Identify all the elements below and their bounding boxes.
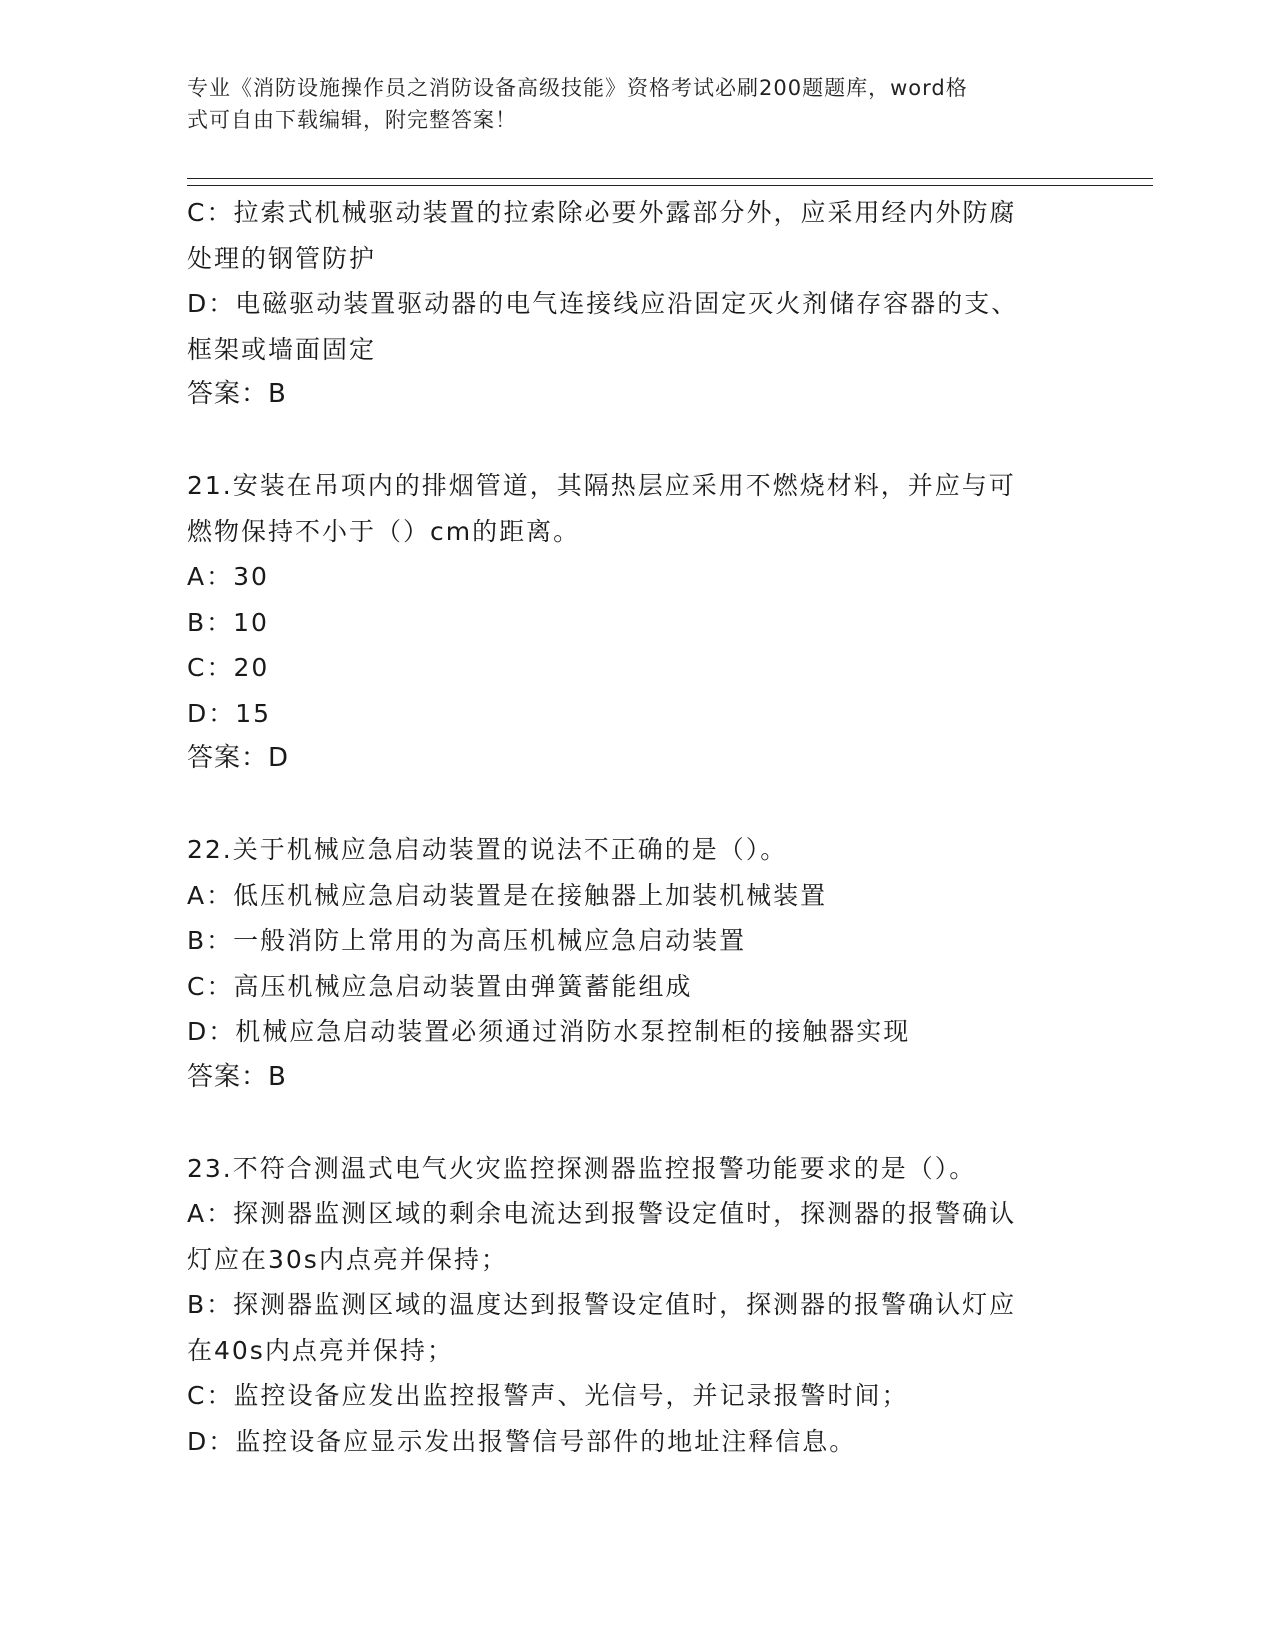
answer: 答案：D [187, 743, 290, 773]
question-stem: 23.不符合测温式电气火灾监控探测器监控报警功能要求的是（）。 [187, 1153, 977, 1183]
spacer [187, 782, 1087, 828]
question-stem: 22.关于机械应急启动装置的说法不正确的是（）。 [187, 835, 788, 864]
spacer [187, 1100, 1087, 1146]
option-d: D：电磁驱动装置驱动器的电气连接线应沿固定灭火剂储存容器的支、 [187, 289, 1019, 318]
question-stem: 21.安装在吊项内的排烟管道，其隔热层应采用不燃烧材料，并应与可 [187, 471, 1016, 500]
option-d: D：15 [187, 698, 272, 728]
option-d: D：监控设备应显示发出报警信号部件的地址注释信息。 [187, 1426, 857, 1456]
answer: 答案：B [187, 379, 287, 409]
question-content [187, 190, 1087, 1464]
spacer [187, 418, 1087, 464]
option-a: A：低压机械应急启动装置是在接触器上加装机械装置 [187, 880, 828, 910]
option-b-continued: 在40s内点亮并保持； [187, 1335, 454, 1365]
option-a: A：30 [187, 562, 269, 591]
option-c: C：监控设备应发出监控报警声、光信号，并记录报警时间； [187, 1381, 909, 1410]
question-23 [187, 1146, 1087, 1465]
option-c: C：高压机械应急启动装置由弹簧蓄能组成 [187, 971, 693, 1001]
answer: 答案：B [187, 1061, 287, 1092]
option-c: C：拉索式机械驱动装置的拉索除必要外露部分外，应采用经内外防腐 [187, 198, 1017, 227]
document-header [187, 72, 1067, 136]
option-c-continued: 处理的钢管防护 [187, 243, 377, 273]
option-d-continued: 框架或墙面固定 [187, 334, 377, 364]
option-c: C：20 [187, 653, 270, 682]
header-divider [187, 178, 1153, 186]
header-line-1: 专业《消防设施操作员之消防设备高级技能》资格考试必刷200题题库，word格 [187, 76, 968, 100]
option-a-continued: 灯应在30s内点亮并保持； [187, 1244, 508, 1274]
question-22 [187, 827, 1087, 1100]
option-b: B：探测器监测区域的温度达到报警设定值时，探测器的报警确认灯应 [187, 1290, 1017, 1319]
option-b: B：一般消防上常用的为高压机械应急启动装置 [187, 926, 747, 955]
question-20-continued [187, 190, 1087, 418]
question-stem-continued: 燃物保持不小于（）cm的距离。 [187, 516, 581, 546]
option-b: B：10 [187, 607, 269, 637]
option-d: D：机械应急启动装置必须通过消防水泵控制柜的接触器实现 [187, 1017, 911, 1046]
question-21 [187, 463, 1087, 782]
option-a: A：探测器监测区域的剩余电流达到报警设定值时，探测器的报警确认 [187, 1199, 1017, 1228]
header-line-2: 式可自由下载编辑，附完整答案！ [187, 108, 517, 132]
